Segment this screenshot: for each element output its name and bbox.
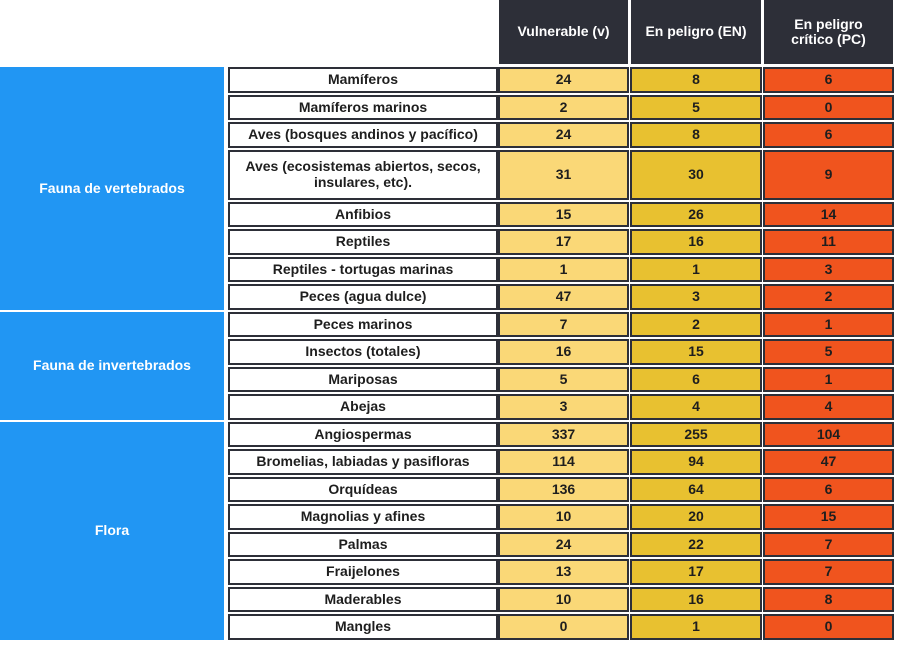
value-cell: 3: [630, 284, 762, 310]
value-cell: 7: [498, 312, 629, 338]
row-label: Anfibios: [228, 202, 498, 228]
value-cell: 6: [763, 67, 894, 93]
value-cell: 104: [763, 422, 894, 448]
row-label: Magnolias y afines: [228, 504, 498, 530]
value-cell: 2: [763, 284, 894, 310]
row-label: Mamíferos marinos: [228, 95, 498, 121]
value-cell: 0: [498, 614, 629, 640]
value-cell: 8: [630, 122, 762, 148]
group-label: Flora: [0, 422, 224, 640]
value-cell: 1: [498, 257, 629, 283]
value-cell: 31: [498, 150, 629, 200]
value-cell: 255: [630, 422, 762, 448]
value-cell: 6: [763, 122, 894, 148]
value-cell: 114: [498, 449, 629, 475]
value-cell: 6: [630, 367, 762, 393]
value-cell: 337: [498, 422, 629, 448]
value-cell: 1: [630, 257, 762, 283]
column-header: En peligro crítico (PC): [764, 0, 893, 64]
value-cell: 16: [630, 587, 762, 613]
row-label: Bromelias, labiadas y pasifloras: [228, 449, 498, 475]
value-cell: 30: [630, 150, 762, 200]
column-header: En peligro (EN): [631, 0, 761, 64]
value-cell: 10: [498, 504, 629, 530]
value-cell: 4: [630, 394, 762, 420]
value-cell: 4: [763, 394, 894, 420]
value-cell: 6: [763, 477, 894, 503]
value-cell: 136: [498, 477, 629, 503]
value-cell: 10: [498, 587, 629, 613]
value-cell: 3: [498, 394, 629, 420]
row-label: Aves (ecosistemas abiertos, secos, insulares, etc).: [228, 150, 498, 200]
value-cell: 2: [498, 95, 629, 121]
value-cell: 3: [763, 257, 894, 283]
value-cell: 24: [498, 122, 629, 148]
group-label: Fauna de invertebrados: [0, 312, 224, 420]
value-cell: 2: [630, 312, 762, 338]
value-cell: 15: [630, 339, 762, 365]
value-cell: 15: [763, 504, 894, 530]
value-cell: 1: [763, 312, 894, 338]
value-cell: 22: [630, 532, 762, 558]
value-cell: 17: [630, 559, 762, 585]
row-label: Peces (agua dulce): [228, 284, 498, 310]
row-label: Mamíferos: [228, 67, 498, 93]
value-cell: 0: [763, 95, 894, 121]
row-label: Abejas: [228, 394, 498, 420]
value-cell: 20: [630, 504, 762, 530]
value-cell: 1: [630, 614, 762, 640]
value-cell: 7: [763, 532, 894, 558]
value-cell: 8: [630, 67, 762, 93]
value-cell: 24: [498, 67, 629, 93]
value-cell: 5: [630, 95, 762, 121]
value-cell: 1: [763, 367, 894, 393]
value-cell: 64: [630, 477, 762, 503]
row-label: Palmas: [228, 532, 498, 558]
row-label: Mariposas: [228, 367, 498, 393]
value-cell: 11: [763, 229, 894, 255]
value-cell: 5: [498, 367, 629, 393]
value-cell: 15: [498, 202, 629, 228]
row-label: Orquídeas: [228, 477, 498, 503]
row-label: Reptiles: [228, 229, 498, 255]
row-label: Fraijelones: [228, 559, 498, 585]
value-cell: 94: [630, 449, 762, 475]
value-cell: 7: [763, 559, 894, 585]
value-cell: 8: [763, 587, 894, 613]
value-cell: 47: [498, 284, 629, 310]
value-cell: 5: [763, 339, 894, 365]
column-header: Vulnerable (v): [499, 0, 628, 64]
row-label: Insectos (totales): [228, 339, 498, 365]
row-label: Peces marinos: [228, 312, 498, 338]
value-cell: 14: [763, 202, 894, 228]
value-cell: 47: [763, 449, 894, 475]
value-cell: 9: [763, 150, 894, 200]
value-cell: 24: [498, 532, 629, 558]
value-cell: 17: [498, 229, 629, 255]
row-label: Reptiles - tortugas marinas: [228, 257, 498, 283]
row-label: Angiospermas: [228, 422, 498, 448]
group-label: Fauna de vertebrados: [0, 67, 224, 310]
value-cell: 13: [498, 559, 629, 585]
value-cell: 16: [498, 339, 629, 365]
value-cell: 16: [630, 229, 762, 255]
row-label: Aves (bosques andinos y pacífico): [228, 122, 498, 148]
value-cell: 0: [763, 614, 894, 640]
value-cell: 26: [630, 202, 762, 228]
row-label: Maderables: [228, 587, 498, 613]
row-label: Mangles: [228, 614, 498, 640]
